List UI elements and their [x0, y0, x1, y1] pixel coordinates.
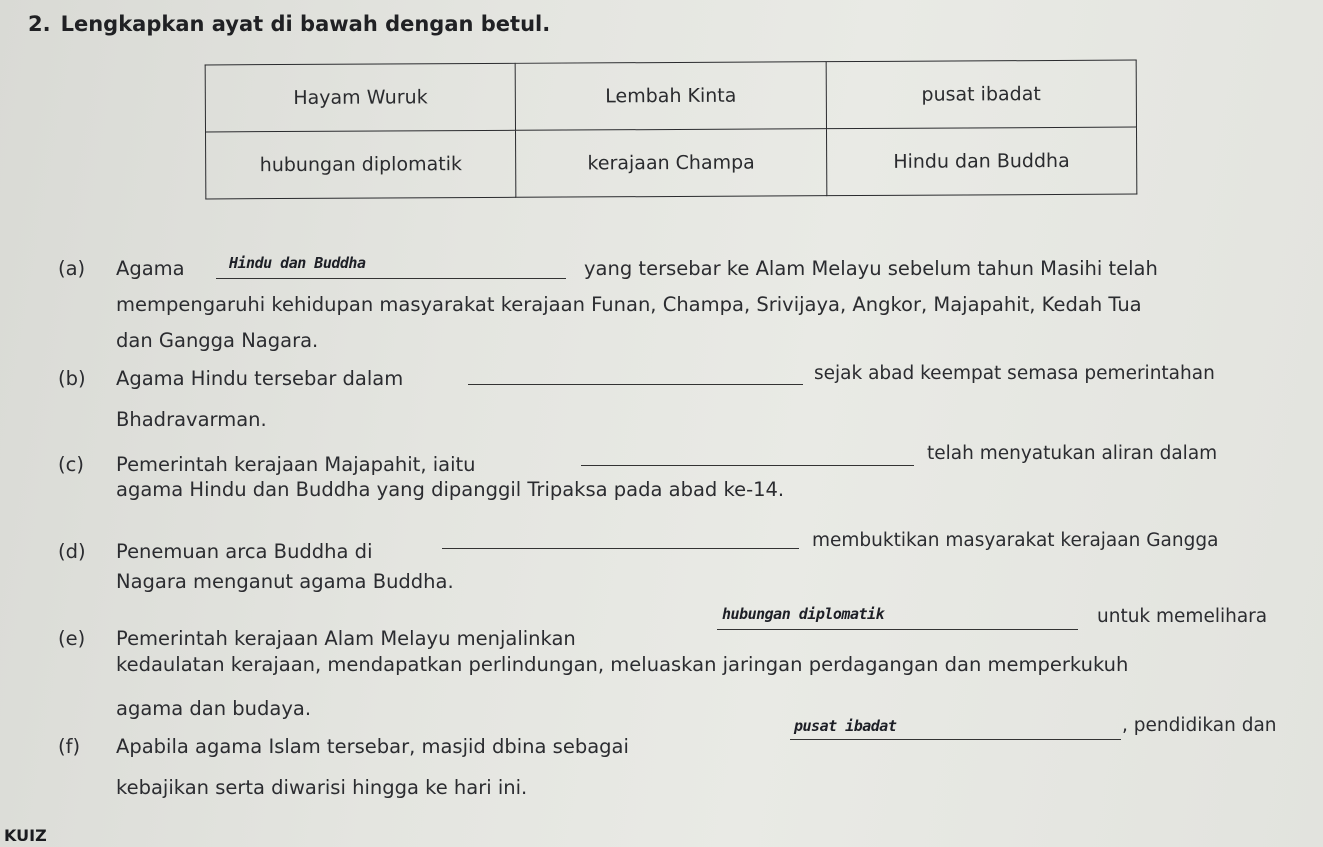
question-b-line2: Bhadravarman. — [116, 408, 267, 431]
question-d-pre: Penemuan arca Buddha di — [116, 540, 373, 563]
question-e-label: (e) — [58, 627, 86, 650]
question-e-line3: agama dan budaya. — [116, 697, 312, 720]
question-d-label: (d) — [58, 540, 86, 563]
word-bank-row — [205, 60, 1136, 132]
answer-a-handwritten: Hindu dan Buddha — [229, 254, 366, 272]
question-number: 2. — [28, 12, 51, 36]
question-d-post: membuktikan masyarakat kerajaan Gangga — [812, 530, 1219, 551]
answer-blank-b[interactable] — [468, 362, 803, 385]
question-b-pre: Agama Hindu tersebar dalam — [116, 367, 404, 390]
question-a-label: (a) — [58, 257, 86, 280]
question-e-pre: Pemerintah kerajaan Alam Melayu menjalinkan — [116, 627, 576, 650]
word-bank-row — [206, 127, 1137, 199]
question-c-line2: agama Hindu dan Buddha yang dipanggil Tripaksa pada abad ke-14. — [116, 478, 785, 501]
question-a-line2: mempengaruhi kehidupan masyarakat kerajaan Funan, Champa, Srivijaya, Angkor, Majapahit, Kedah Tua — [116, 293, 1142, 316]
question-e-line2: kedaulatan kerajaan, mendapatkan perlindungan, meluaskan jaringan perdagangan dan memperkukuh — [116, 653, 1129, 676]
answer-blank-d[interactable] — [442, 526, 799, 549]
answer-e-handwritten: hubungan diplomatik — [722, 605, 885, 623]
question-a-pre: Agama — [116, 257, 185, 280]
question-c-post: telah menyatukan aliran dalam — [927, 443, 1218, 464]
question-f-label: (f) — [58, 735, 81, 758]
answer-f-handwritten: pusat ibadat — [794, 717, 897, 735]
question-c-pre: Pemerintah kerajaan Majapahit, iaitu — [116, 453, 476, 476]
question-d-line2: Nagara menganut agama Buddha. — [116, 570, 454, 593]
kuiz-tag: KUIZ — [4, 826, 47, 845]
question-f-post: , pendidikan dan — [1122, 715, 1277, 736]
question-instruction: Lengkapkan ayat di bawah dengan betul. — [60, 12, 551, 36]
question-f-pre: Apabila agama Islam tersebar, masjid dbina sebagai — [116, 735, 629, 758]
word-bank-cell: Hindu dan Buddha — [826, 127, 1137, 196]
question-e-post: untuk memelihara — [1097, 606, 1268, 627]
word-bank-cell: Lembah Kinta — [515, 62, 826, 131]
answer-blank-c[interactable] — [581, 443, 914, 466]
word-bank-cell: Hayam Wuruk — [205, 63, 516, 132]
question-a-post: yang tersebar ke Alam Melayu sebelum tahun Masihi telah — [584, 257, 1158, 280]
question-heading — [28, 12, 550, 36]
question-b-label: (b) — [58, 367, 86, 390]
word-bank-cell: pusat ibadat — [826, 60, 1137, 129]
question-c-label: (c) — [58, 453, 84, 476]
question-a-line3: dan Gangga Nagara. — [116, 329, 319, 352]
word-bank-cell: kerajaan Champa — [516, 129, 827, 198]
word-bank-cell: hubungan diplomatik — [206, 130, 517, 199]
question-f-line2: kebajikan serta diwarisi hingga ke hari ini. — [116, 776, 528, 799]
word-bank-table — [205, 60, 1138, 200]
question-b-post: sejak abad keempat semasa pemerintahan — [814, 363, 1215, 384]
